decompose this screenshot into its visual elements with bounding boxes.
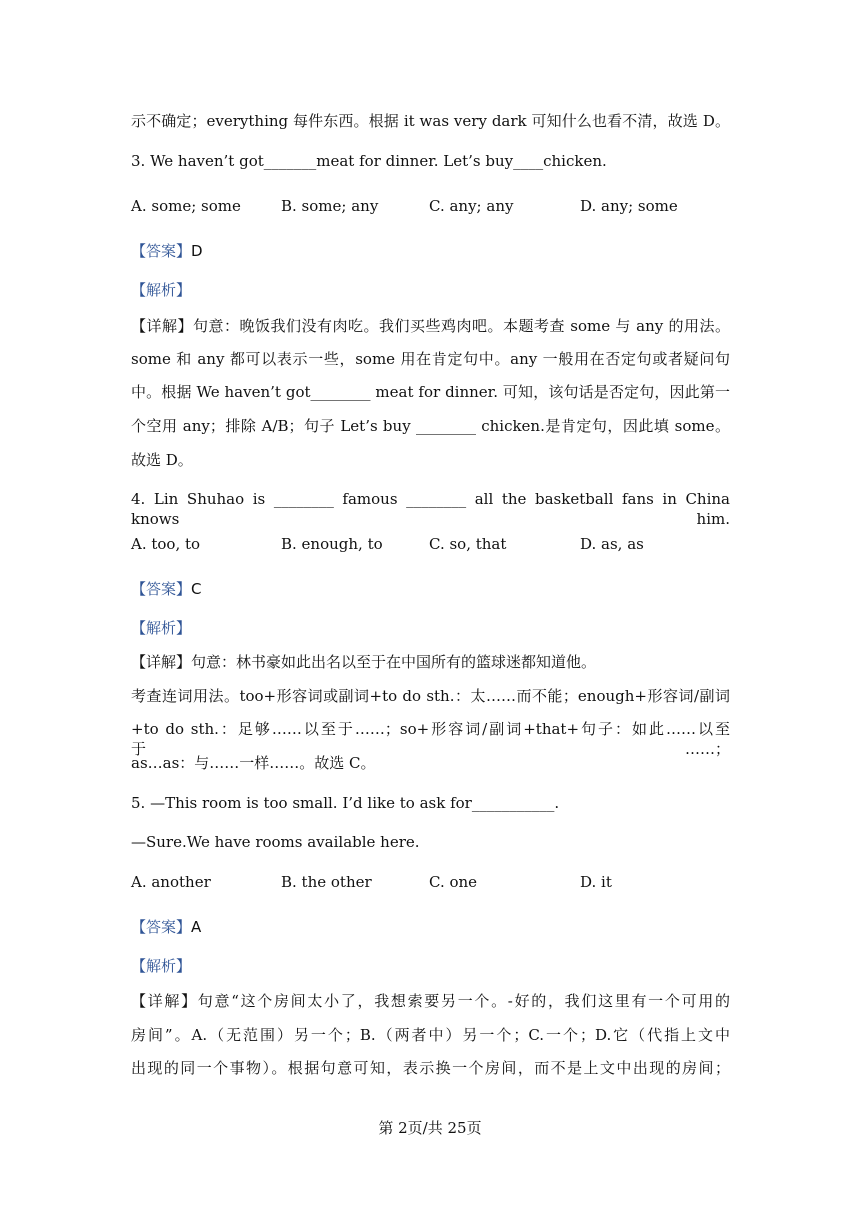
answer-label: 【答案】 xyxy=(131,580,192,598)
intro-line: 示不确定；everything 每件东西。根据 it was very dark 可知什么也看不清，故选 D。 xyxy=(131,112,730,130)
q5-option-d: D. it xyxy=(580,873,612,891)
q5-reply: —Sure.We have rooms available here. xyxy=(131,833,420,851)
q5-option-b: B. the other xyxy=(281,873,372,891)
q4-stem: 4. Lin Shuhao is ________ famous ________ all the basketball fans in China knows him. xyxy=(131,490,730,528)
q5-option-a: A. another xyxy=(131,873,211,891)
q5-analysis-label: 【解析】 xyxy=(131,957,192,975)
q3-detail-line: 【详解】句意：晚饭我们没有肉吃。我们买些鸡肉吧。本题考查 some 与 any 的用法。 xyxy=(131,317,730,335)
q4-answer xyxy=(131,579,202,599)
answer-value: C xyxy=(191,580,202,598)
q3-option-c: C. any; any xyxy=(429,197,514,215)
q3-answer xyxy=(131,241,203,261)
answer-label: 【答案】 xyxy=(131,918,192,936)
q4-detail-line: +to do sth.：足够……以至于……；so+形容词/副词+that+句子：如此……以至于……； xyxy=(131,720,730,758)
q4-detail-line: as…as：与……一样……。故选 C。 xyxy=(131,754,376,772)
q4-option-a: A. too, to xyxy=(131,535,201,553)
q5-detail-line: 【详解】句意“这个房间太小了，我想索要另一个。-好的，我们这里有一个可用的 xyxy=(131,992,730,1010)
answer-value: D xyxy=(191,242,203,260)
q5-detail-line: 出现的同一个事物）。根据句意可知，表示换一个房间，而不是上文中出现的房间； xyxy=(131,1059,730,1077)
q5-stem: 5. —This room is too small. I’d like to ask for___________. xyxy=(131,794,560,812)
q3-detail-line: 中。根据 We haven’t got________ meat for dinner. 可知，该句话是否定句，因此第一 xyxy=(131,383,730,401)
q4-detail-line: 考查连词用法。too+形容词或副词+to do sth.：太……而不能；enough+形容词/副词 xyxy=(131,687,730,705)
q3-detail-line: 个空用 any；排除 A/B；句子 Let’s buy ________ chicken.是肯定句，因此填 some。 xyxy=(131,417,730,435)
q5-answer xyxy=(131,917,201,937)
answer-label: 【答案】 xyxy=(131,242,192,260)
q5-option-c: C. one xyxy=(429,873,478,891)
q4-analysis-label: 【解析】 xyxy=(131,619,192,637)
q4-option-c: C. so, that xyxy=(429,535,507,553)
q4-detail-line: 【详解】句意：林书豪如此出名以至于在中国所有的篮球迷都知道他。 xyxy=(131,653,597,671)
q3-option-b: B. some; any xyxy=(281,197,379,215)
q3-analysis-label: 【解析】 xyxy=(131,281,192,299)
q4-option-d: D. as, as xyxy=(580,535,644,553)
answer-value: A xyxy=(191,918,202,936)
q3-option-d: D. any; some xyxy=(580,197,678,215)
q3-stem: 3. We haven’t got_______meat for dinner. Let’s buy____chicken. xyxy=(131,152,607,170)
q4-option-b: B. enough, to xyxy=(281,535,383,553)
q5-detail-line: 房间”。A.（无范围）另一个；B.（两者中）另一个；C.一个；D.它（代指上文中 xyxy=(131,1026,730,1044)
q3-detail-line: 故选 D。 xyxy=(131,451,193,469)
q3-detail-line: some 和 any 都可以表示一些，some 用在肯定句中。any 一般用在否定句或者疑问句 xyxy=(131,350,730,368)
page-footer: 第 2页/共 25页 xyxy=(378,1119,482,1137)
q3-option-a: A. some; some xyxy=(131,197,241,215)
